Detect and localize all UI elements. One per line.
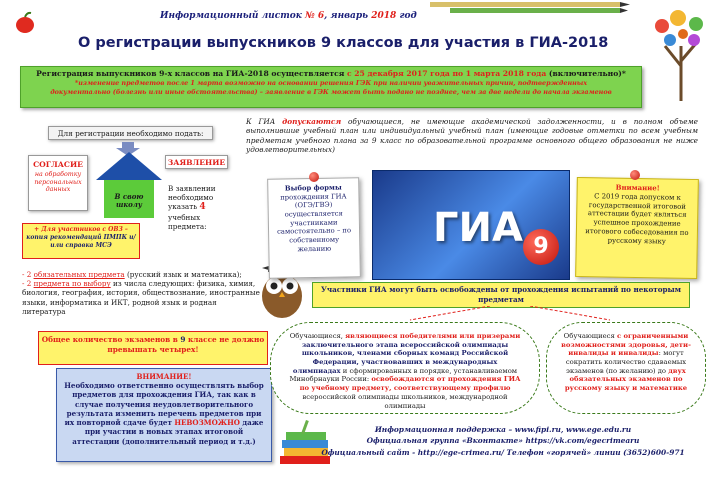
exempt-left-box [270, 322, 540, 414]
subj-mandatory-label: обязательных предмета [33, 270, 125, 279]
exempt-left-d: всероссийской олимпиады школьников, международной олимпиады [302, 392, 508, 410]
warning-left-b: даже при участии в новых этапах итоговой аттестации (дополнительный период и т.д.) [72, 418, 264, 446]
warning-left-title: ВНИМАНИЕ! [136, 372, 192, 381]
registration-line2: *изменение предметов после 1 марта возможно на основании решения ГЭК при наличии уважительных причин, подтвержденных [74, 79, 588, 88]
registration-period-box [20, 66, 642, 108]
pin-icon [309, 172, 319, 182]
exempt-right-box [546, 322, 706, 414]
subj-num-1: - 2 [22, 270, 34, 279]
exempt-left-winners: являющиеся победителями или призерами [345, 332, 521, 340]
attention-right-text: С 2019 года допуском к государственной итоговой аттестации будет являться успешное прохождение итогового собеседования по русскому языку [585, 192, 689, 246]
registration-line3: документально (болезнь или иные обстоятельства) – заявление в ГЭК может быть подано не позднее, чем за две недели до начала экзаменов [50, 87, 612, 96]
attention-right-title: Внимание! [615, 183, 660, 193]
statement-text-num: 4 [199, 202, 206, 212]
header-left: Информационный листок [160, 11, 305, 21]
exempt-right-a: Обучающиеся [563, 332, 617, 340]
registration-line1 [29, 69, 633, 79]
school-label: В свою школу [114, 192, 144, 210]
consent-sub: на обработку персональных данных [34, 171, 82, 194]
statement-text-a: В заявлении необходимо указать [168, 184, 216, 211]
warning-left-text [63, 381, 265, 446]
exam-count-b: классе не должно превышать четырех! [107, 335, 265, 354]
gia-image [372, 170, 570, 280]
warning-left-a: Необходимо ответственно осуществлять выбор предметов для прохождения ГИА, так как в случае получения неудовлетворительного результата изменить перечень предметов при их повторной сдаче будет [64, 381, 264, 428]
subj-optional-label: предмета по выбору [33, 279, 111, 289]
header-mid: , январь [324, 11, 372, 21]
tree-decoration [650, 6, 712, 101]
arrows-icon [290, 306, 690, 322]
statement-card [165, 155, 228, 169]
ovz-box [22, 223, 140, 259]
statement-text-b: учебных предмета: [168, 213, 207, 232]
subj-optional-rest: из числа следующих: физика, химия, биология, география, история, обществознание, иностранные языки, информатика и ИКТ, родной язык и родная литература [22, 279, 260, 316]
footer-line1: Информационная поддержка – www.fipi.ru, www.ege.edu.ru [374, 425, 632, 434]
gia-intro-admitted: допускаются [282, 117, 342, 126]
form-choice-title: Выбор формы [284, 183, 342, 193]
gia-intro-b: обучающиеся, не имеющие академической задолженности, и в полном объеме выполнившие учебный план или индивидуальный учебный план (имеющие годовые отметки по всем учебным предметам учебного плана за 9 класс по образовательной программе основного общего образования не ниже удовлетворительных) [246, 117, 698, 154]
statement-title: ЗАЯВЛЕНИЕ [167, 158, 226, 167]
registration-submit-label: Для регистрации необходимо подать: [48, 126, 213, 140]
exempt-left-exempt: освобождаются от прохождения ГИА по учебному предмету, соответствующему профилю [299, 375, 521, 393]
warning-left-box [56, 368, 272, 462]
subjects-list [22, 270, 262, 316]
footer-line3: Официальный сайт - http://ege-crimea.ru/ Телефон «горячей» линии (3652)600-971 [321, 447, 685, 457]
subjects-mandatory [22, 270, 262, 279]
header-year: 2018 [371, 11, 397, 21]
reg-line1-c: (включительно)* [546, 69, 626, 78]
pencils-decoration [430, 0, 630, 16]
attention-right-card [575, 177, 699, 279]
apple-decoration [14, 10, 36, 34]
consent-card [28, 155, 88, 211]
header-right: год [396, 11, 417, 21]
exempt-right-b: : могут сократить количество сдаваемых экзаменов (по желанию) до [565, 349, 687, 375]
form-choice-card [267, 177, 361, 279]
reg-line1-a: Регистрация выпускников 9-х классов на ГИА-2018 осуществляется [36, 69, 347, 78]
exempt-left-b: заключительного этапа всероссийской олимпиады школьников, членами сборных команд Российской Федерации, участвовавших в международных олимпиадах [292, 340, 509, 375]
ovz-line2: копия рекомендаций ПМПК и/или справка МСЭ [26, 234, 136, 250]
exam-count-a: Общее количество экзаменов в [41, 335, 181, 344]
warning-left-impossible: НЕВОЗМОЖНО [174, 418, 240, 428]
header-number: № 6 [304, 11, 325, 21]
gia-intro-text [246, 117, 698, 154]
gia-image-apple: 9 [523, 229, 559, 265]
exempt-left-a: Обучающиеся, [289, 332, 346, 340]
subj-num-2: - 2 [22, 279, 34, 289]
exempt-banner: Участники ГИА могут быть освобождены от прохождения испытаний по некоторым предметам [312, 282, 690, 308]
subjects-optional [22, 279, 262, 316]
exempt-right-ovz: с ограниченными возможностями здоровья, дети-инвалиды и инвалиды [561, 332, 691, 358]
statement-detail [168, 184, 238, 231]
exam-count-box [38, 331, 268, 365]
exempt-right-two-exams: двух обязательных экзаменов по русскому языку и математике [564, 366, 688, 393]
consent-title: СОГЛАСИЕ [33, 160, 83, 169]
form-choice-text: прохождения ГИА (ОГЭ/ГВЭ) осуществляется участниками самостоятельно – по собственному желанию [277, 192, 352, 254]
ovz-line1: + Для участников с ОВЗ – [34, 226, 128, 233]
exempt-left-c: и сформированных в порядке, устанавливаемом Минобрнауки России: [289, 366, 518, 384]
footer [300, 424, 706, 458]
subj-mandatory-rest: (русский язык и математика); [124, 270, 242, 279]
footer-line2: Официальная группа «Вконтакте» https://vk.com/egecrimearu [366, 436, 640, 446]
gia-intro-a: К ГИА [246, 117, 283, 126]
pin-icon [630, 170, 640, 180]
exam-count-num: 9 [180, 335, 186, 344]
reg-line1-dates: с 25 декабря 2017 года по 1 марта 2018 года [346, 69, 547, 78]
info-header [160, 11, 417, 21]
gia-image-text: ГИА [433, 205, 523, 251]
page-title: О регистрации выпускников 9 классов для участия в ГИА-2018 [78, 35, 609, 51]
